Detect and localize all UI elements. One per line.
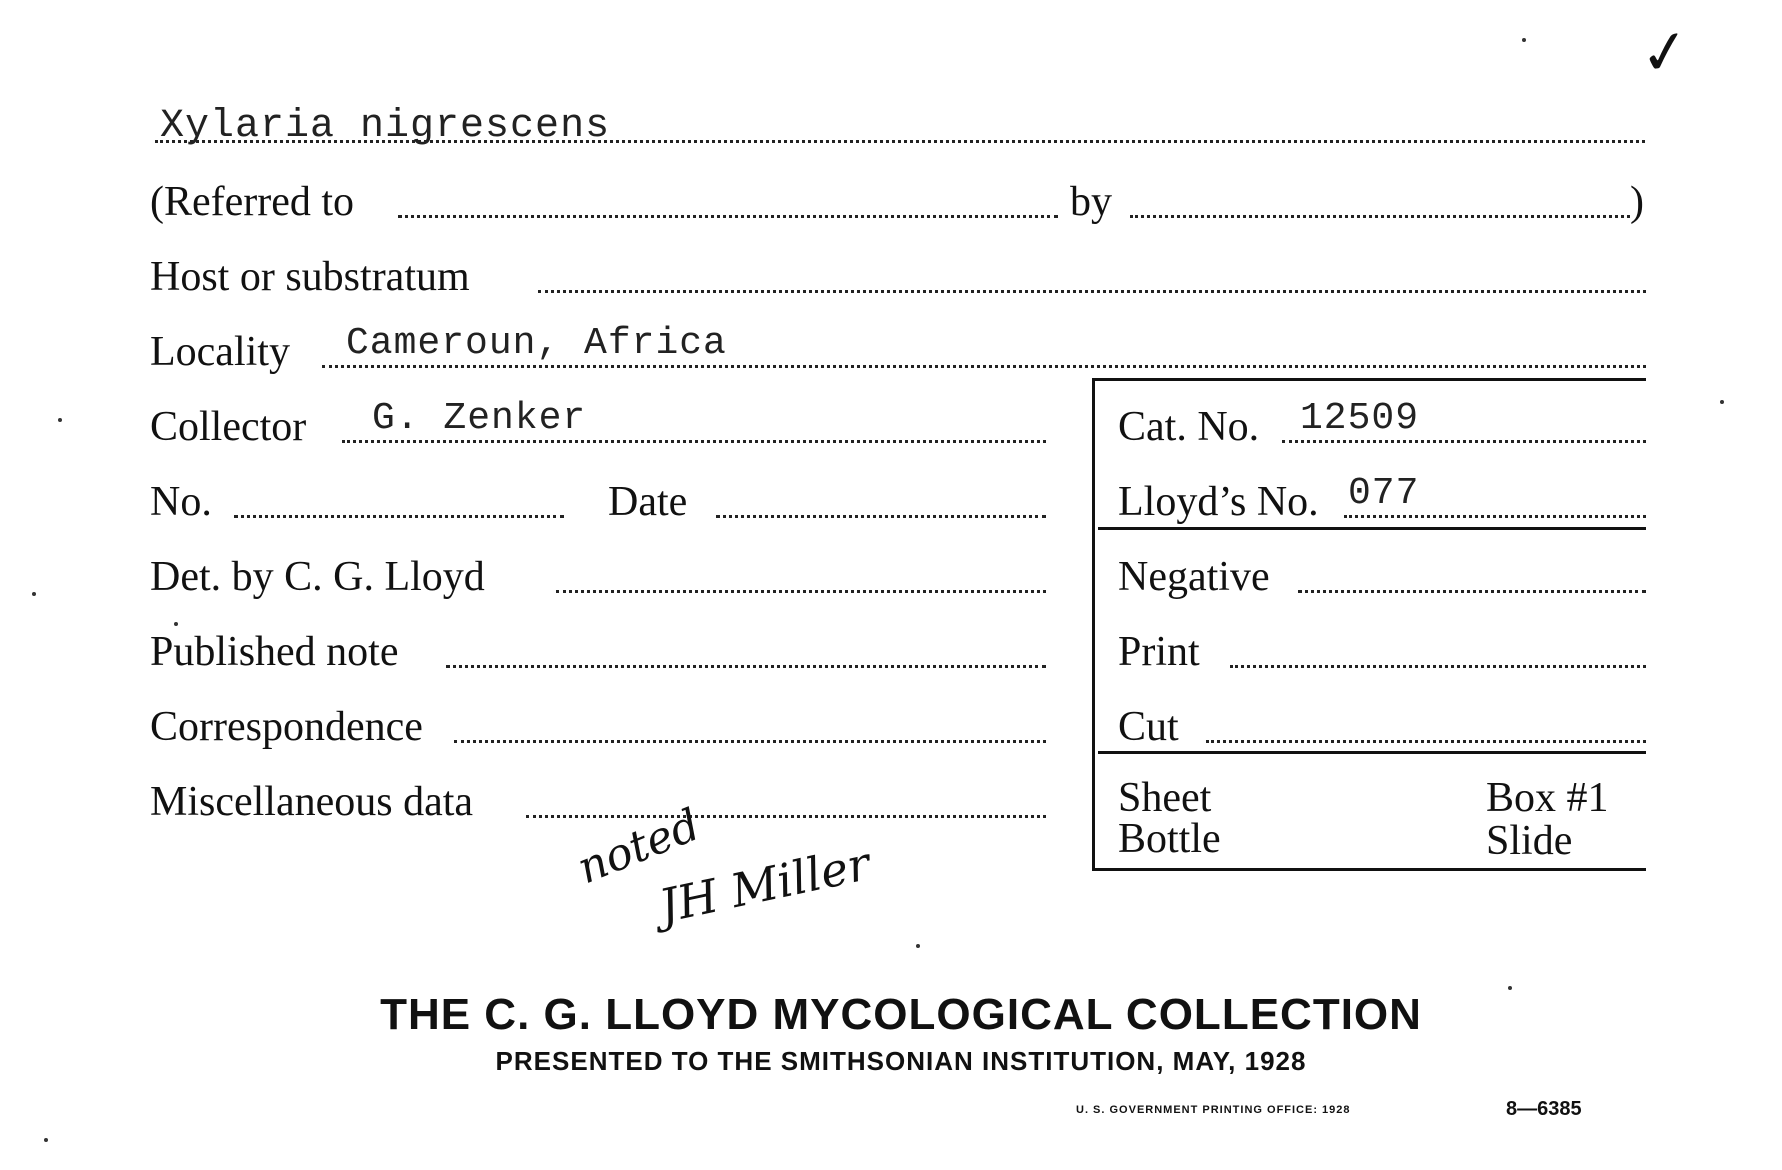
print-label: Print bbox=[1118, 629, 1200, 675]
collection-subtitle: PRESENTED TO THE SMITHSONIAN INSTITUTION, MAY, 1928 bbox=[495, 1046, 1307, 1076]
det-label: Det. by C. G. Lloyd bbox=[150, 554, 485, 600]
speck bbox=[1720, 400, 1724, 404]
cut-label: Cut bbox=[1118, 704, 1179, 750]
speck bbox=[44, 1138, 48, 1142]
referred-to-label: (Referred to bbox=[150, 179, 355, 225]
speck bbox=[174, 622, 178, 626]
referred-to-line bbox=[398, 215, 1058, 218]
host-line bbox=[538, 290, 1646, 293]
cat-no-value: 12509 bbox=[1300, 397, 1420, 440]
by-line bbox=[1130, 215, 1630, 218]
collection-title: THE C. G. LLOYD MYCOLOGICAL COLLECTION bbox=[380, 990, 1422, 1039]
handwritten-signature: JH Miller bbox=[654, 836, 875, 934]
misc-data-line bbox=[526, 815, 1046, 818]
det-line bbox=[556, 590, 1046, 593]
box-label: Box #1 bbox=[1486, 775, 1609, 821]
by-label: by bbox=[1070, 179, 1112, 225]
check-mark: ✓ bbox=[1635, 14, 1695, 92]
close-paren: ) bbox=[1630, 179, 1644, 225]
species-line bbox=[155, 140, 1645, 143]
sheet-label: Sheet bbox=[1118, 775, 1212, 821]
panel-top-border bbox=[1092, 378, 1646, 381]
no-line bbox=[234, 515, 564, 518]
speck bbox=[1508, 986, 1512, 990]
negative-label: Negative bbox=[1118, 554, 1270, 600]
collector-value: G. Zenker bbox=[372, 397, 587, 440]
cat-no-label: Cat. No. bbox=[1118, 404, 1260, 450]
cut-line bbox=[1206, 740, 1646, 743]
no-label: No. bbox=[150, 479, 212, 525]
host-label: Host or substratum bbox=[150, 254, 470, 300]
panel-bottom-border bbox=[1092, 868, 1646, 871]
lloyds-no-value: 077 bbox=[1348, 472, 1420, 515]
locality-line bbox=[322, 365, 1646, 368]
panel-left-border bbox=[1092, 378, 1095, 870]
negative-line bbox=[1298, 590, 1646, 593]
correspondence-line bbox=[454, 740, 1046, 743]
speck bbox=[32, 592, 36, 596]
lloyds-no-line bbox=[1344, 515, 1646, 518]
species-name: Xylaria nigrescens bbox=[160, 104, 611, 149]
slide-label: Slide bbox=[1486, 818, 1573, 864]
print-line bbox=[1230, 665, 1646, 668]
panel-divider-1 bbox=[1098, 527, 1646, 530]
handwritten-noted: noted bbox=[570, 799, 708, 895]
printer-imprint: U. S. GOVERNMENT PRINTING OFFICE: 1928 bbox=[1076, 1104, 1351, 1116]
cat-no-line bbox=[1282, 440, 1646, 443]
locality-label: Locality bbox=[150, 329, 290, 375]
date-label: Date bbox=[608, 479, 688, 525]
speck bbox=[916, 944, 920, 948]
lloyds-no-label: Lloyd’s No. bbox=[1118, 479, 1319, 525]
speck bbox=[1522, 38, 1526, 42]
misc-data-label: Miscellaneous data bbox=[150, 779, 474, 825]
published-note-line bbox=[446, 665, 1046, 668]
panel-divider-2 bbox=[1098, 751, 1646, 754]
published-note-label: Published note bbox=[150, 629, 399, 675]
bottle-label: Bottle bbox=[1118, 816, 1221, 862]
date-line bbox=[716, 515, 1046, 518]
locality-value: Cameroun, Africa bbox=[346, 322, 727, 365]
correspondence-label: Correspondence bbox=[150, 704, 423, 750]
collector-label: Collector bbox=[150, 404, 307, 450]
speck bbox=[58, 418, 62, 422]
form-number: 8—6385 bbox=[1506, 1098, 1582, 1120]
collector-line bbox=[342, 440, 1046, 443]
